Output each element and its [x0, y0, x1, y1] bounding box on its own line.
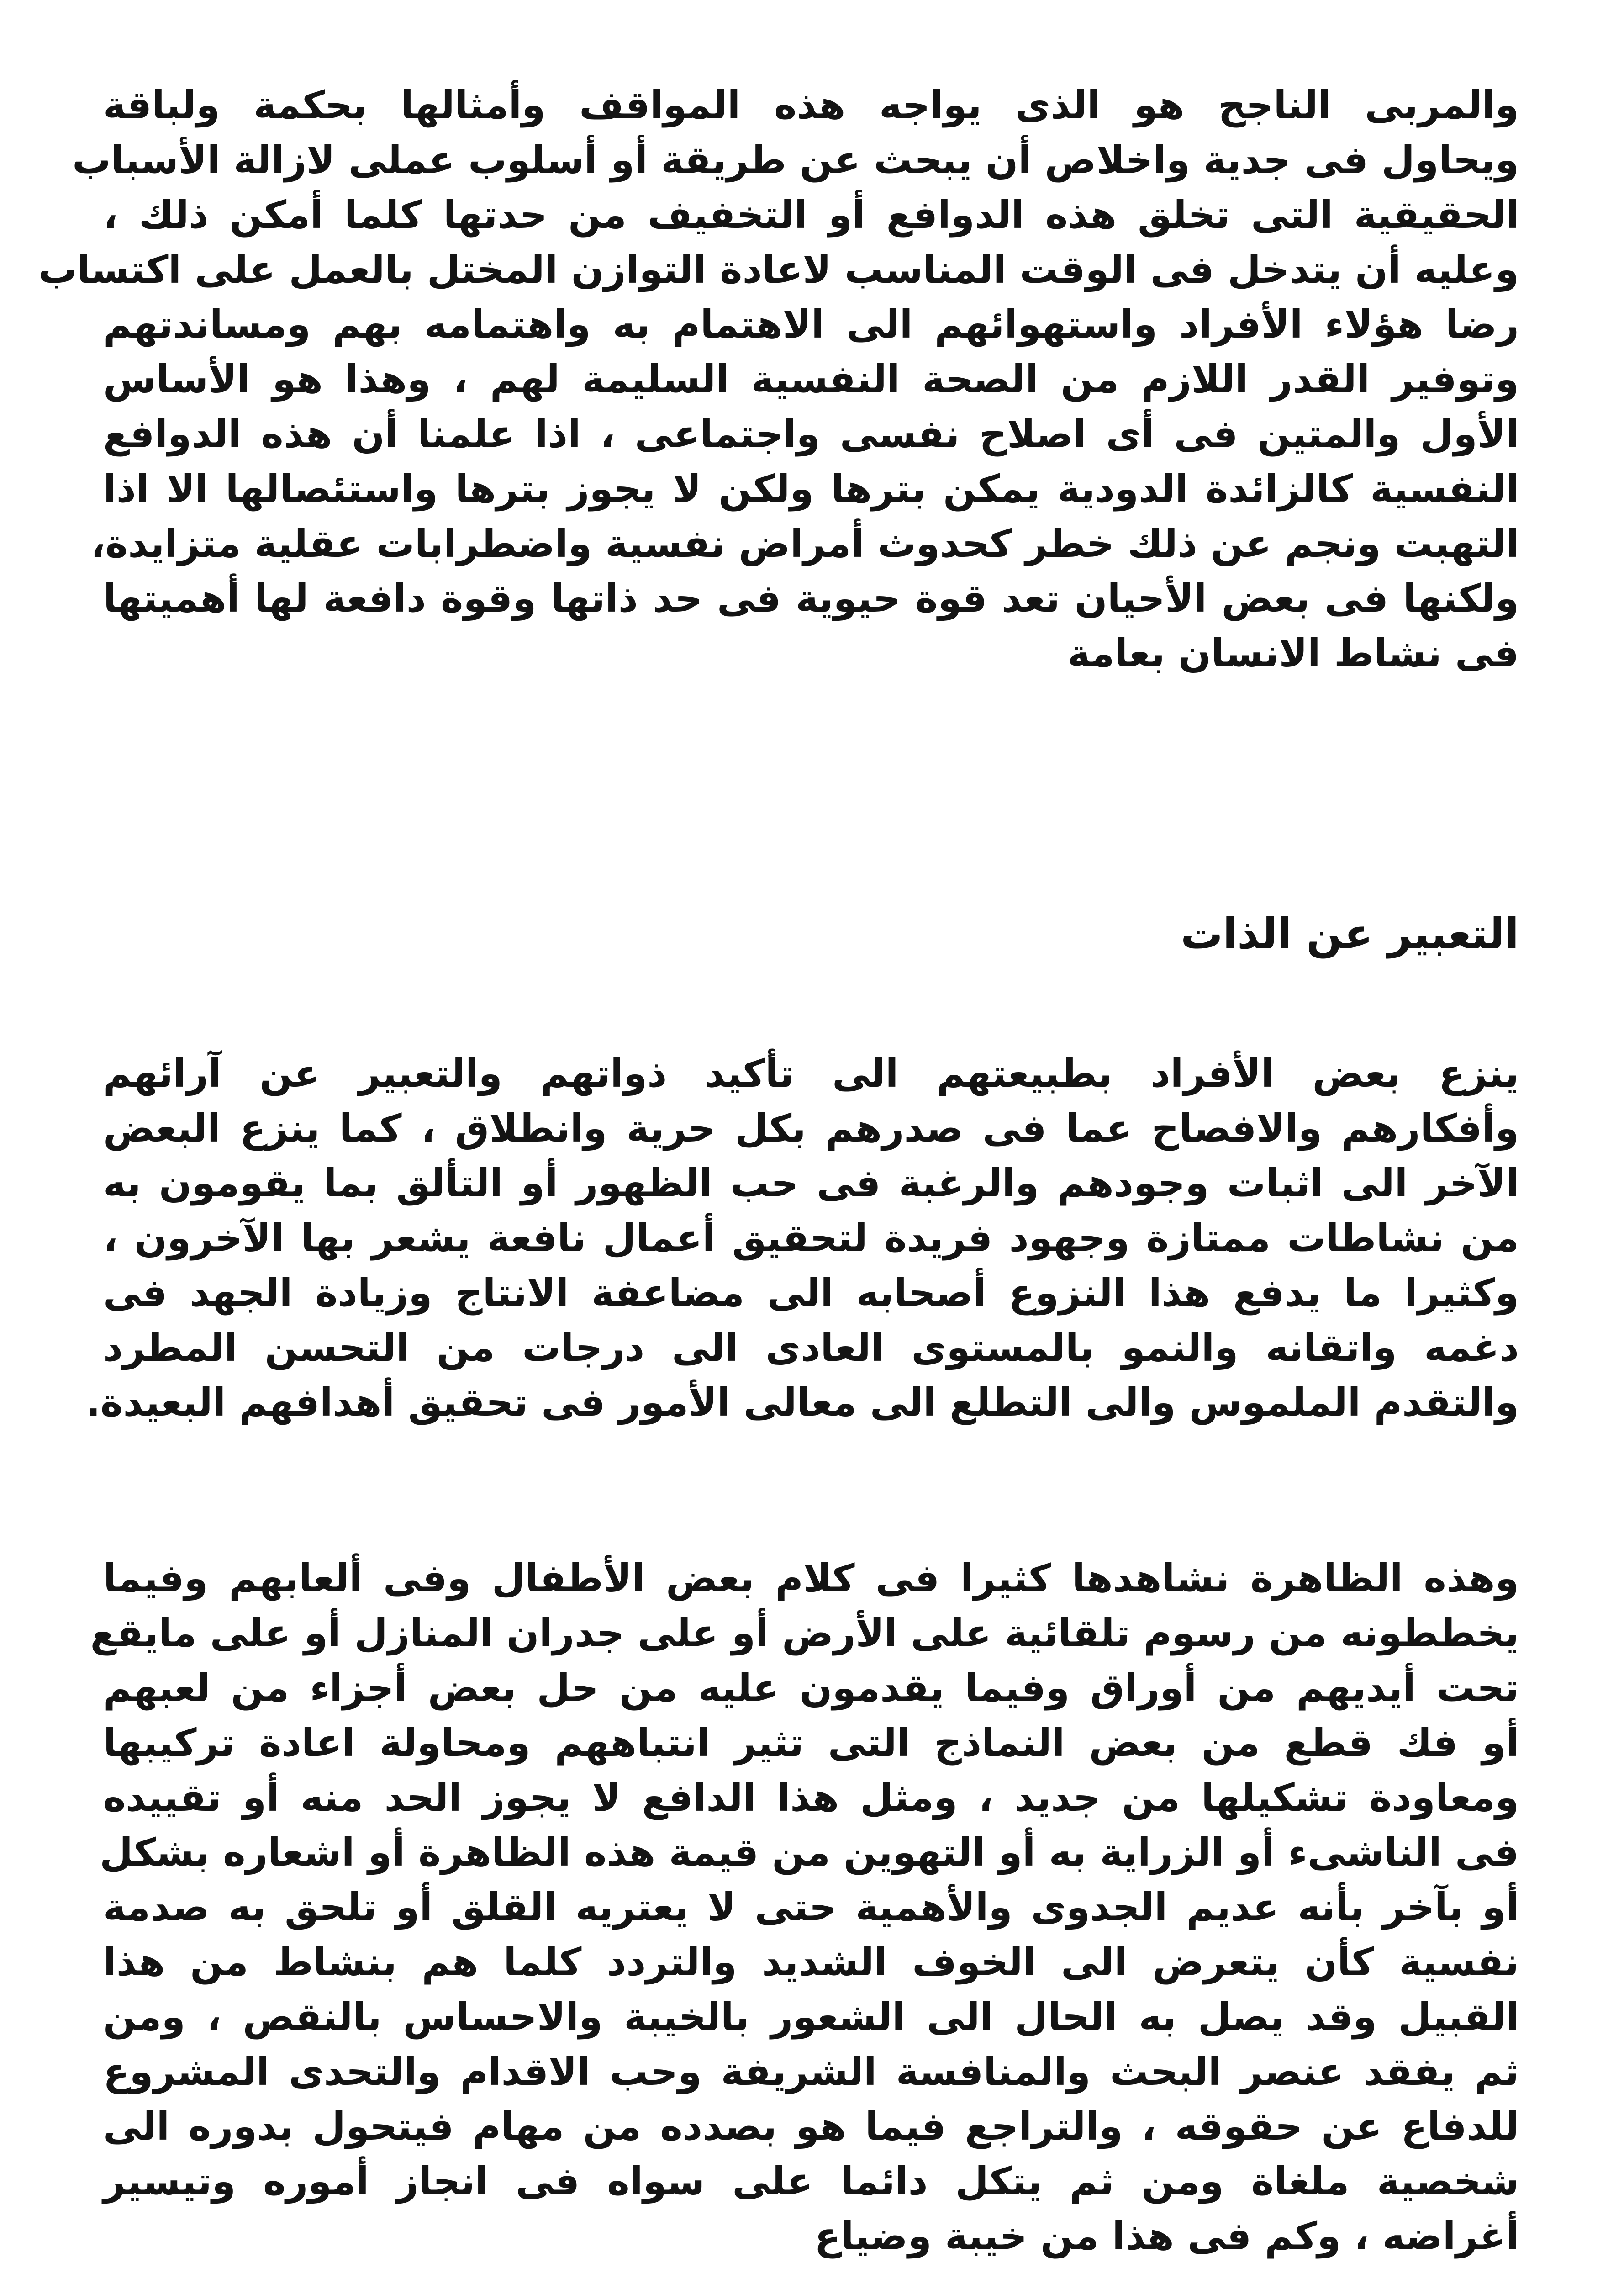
- text-line: وعليه أن يتدخل فى الوقت المناسب لاعادة التوازن المختل بالعمل على اكتساب: [38, 247, 1519, 292]
- paragraph-educator-role: [38, 78, 1519, 681]
- paragraph-self-expression: [85, 1046, 1519, 1430]
- text-line: فى الناشىء أو الزراية به أو التهوين من قيمة هذه الظاهرة أو اشعاره بشكل: [100, 1830, 1519, 1875]
- section-heading: التعبير عن الذات: [1181, 909, 1519, 958]
- text-line: والتقدم الملموس والى التطلع الى معالى الأمور فى تحقيق أهدافهم البعيدة.: [85, 1380, 1519, 1425]
- text-line: والمربى الناجح هو الذى يواجه هذه المواقف وأمثالها بحكمة ولباقة: [103, 83, 1519, 127]
- text-line: يخططونه من رسوم تلقائية على الأرض أو على جدران المنازل أو على مايقع: [90, 1611, 1519, 1655]
- text-line: دغمه واتقانه والنمو بالمستوى العادى الى درجات من التحسن المطرد: [103, 1325, 1519, 1370]
- text-line: ومعاودة تشكيلها من جديد ، ومثل هذا الدافع لا يجوز الحد منه أو تقييده: [103, 1775, 1519, 1820]
- text-line: وأفكارهم والافصاح عما فى صدرهم بكل حرية وانطلاق ، كما ينزع البعض: [103, 1106, 1519, 1151]
- text-line: أو فك قطع من بعض النماذج التى تثير انتباههم ومحاولة اعادة تركيبها: [103, 1720, 1519, 1765]
- text-line: ولكنها فى بعض الأحيان تعد قوة حيوية فى حد ذاتها وقوة دافعة لها أهميتها: [103, 576, 1519, 621]
- text-line: شخصية ملغاة ومن ثم يتكل دائما على سواه فى انجاز أموره وتيسير: [103, 2159, 1519, 2204]
- text-line: ويحاول فى جدية واخلاص أن يبحث عن طريقة أو أسلوب عملى لازالة الأسباب: [72, 137, 1519, 182]
- text-line: النفسية كالزائدة الدودية يمكن بترها ولكن لا يجوز بترها واستئصالها الا اذا: [103, 466, 1519, 511]
- text-line: نفسية كأن يتعرض الى الخوف الشديد والتردد كلما هم بنشاط من هذا: [103, 1940, 1519, 1984]
- text-line: ثم يفقد عنصر البحث والمنافسة الشريفة وحب الاقدام والتحدى المشروع: [103, 2049, 1519, 2094]
- text-line: الآخر الى اثبات وجودهم والرغبة فى حب الظهور أو التألق بما يقومون به: [103, 1161, 1519, 1205]
- text-line: وكثيرا ما يدفع هذا النزوع أصحابه الى مضاعفة الانتاج وزيادة الجهد فى: [103, 1270, 1519, 1315]
- text-line: تحت أيديهم من أوراق وفيما يقدمون عليه من حل بعض أجزاء من لعبهم: [103, 1665, 1519, 1710]
- text-line: أو بآخر بأنه عديم الجدوى والأهمية حتى لا يعتريه القلق أو تلحق به صدمة: [103, 1885, 1519, 1930]
- text-line: أغراضه ، وكم فى هذا من خيبة وضياع: [814, 2214, 1519, 2258]
- text-line: ينزع بعض الأفراد بطبيعتهم الى تأكيد ذواتهم والتعبير عن آرائهم: [103, 1051, 1519, 1096]
- text-line: الحقيقية التى تخلق هذه الدوافع أو التخفيف من حدتها كلما أمكن ذلك ،: [103, 192, 1519, 237]
- text-line: رضا هؤلاء الأفراد واستهوائهم الى الاهتمام به واهتمامه بهم ومساندتهم: [103, 302, 1519, 347]
- text-line: التهبت ونجم عن ذلك خطر كحدوث أمراض نفسية واضطرابات عقلية متزايدة،: [90, 521, 1519, 566]
- text-line: الأول والمتين فى أى اصلاح نفسى واجتماعى ، اذا علمنا أن هذه الدوافع: [103, 412, 1519, 456]
- text-line: للدفاع عن حقوقه ، والتراجع فيما هو بصدده من مهام فيتحول بدوره الى: [103, 2104, 1519, 2149]
- text-line: القبيل وقد يصل به الحال الى الشعور بالخيبة والاحساس بالنقص ، ومن: [103, 1994, 1519, 2039]
- text-line: وهذه الظاهرة نشاهدها كثيرا فى كلام بعض الأطفال وفى ألعابهم وفيما: [103, 1556, 1519, 1601]
- paragraph-children-phenomenon: [90, 1551, 1519, 2263]
- text-line: وتوفير القدر اللازم من الصحة النفسية السليمة لهم ، وهذا هو الأساس: [103, 357, 1519, 402]
- text-line: من نشاطات ممتازة وجهود فريدة لتحقيق أعمال نافعة يشعر بها الآخرون ،: [103, 1216, 1519, 1260]
- text-line: فى نشاط الانسان بعامة: [1067, 631, 1519, 676]
